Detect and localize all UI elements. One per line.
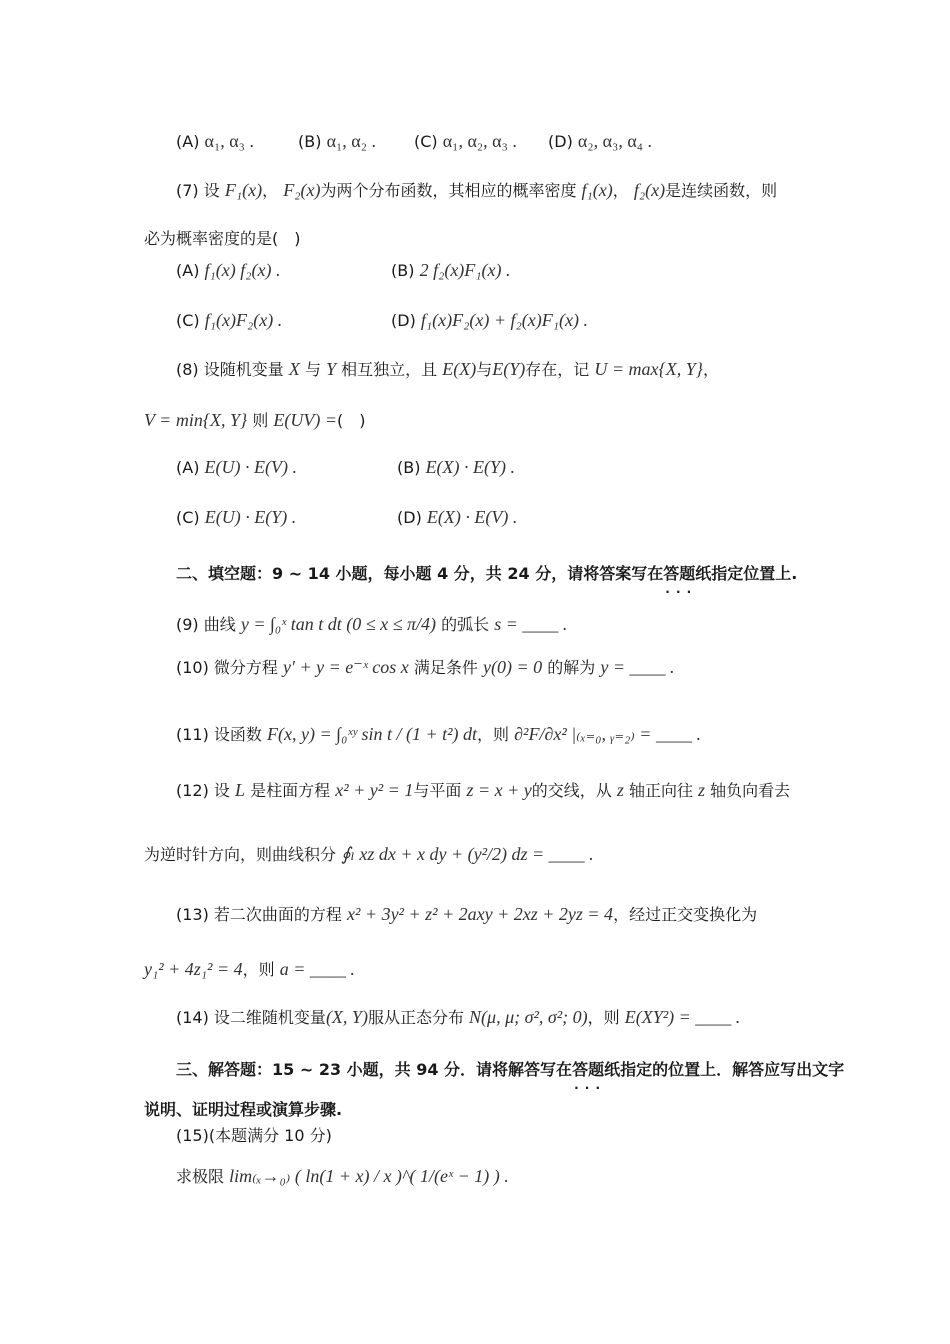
option-label: (D) — [391, 311, 416, 330]
section-3-line2: 说明、证明过程或演算步骤. — [144, 1100, 343, 1119]
q6-option-a — [176, 129, 254, 154]
q7-sep: ， — [262, 181, 279, 200]
q12-mid: 是柱面方程 — [250, 781, 331, 800]
q15-ask: 求极限 — [176, 1167, 225, 1186]
option-label: (C) — [414, 132, 438, 151]
q14-mid: 服从正态分布 — [367, 1008, 464, 1027]
q10-expr: y′ + y = e⁻ˣ cos x — [283, 657, 409, 677]
q8-option-b — [397, 455, 515, 480]
q13-number: (13) 若二次曲面的方程 — [176, 905, 342, 924]
q13-transformed: y₁² + 4z₁² = 4 — [144, 959, 243, 979]
q7-option-a — [176, 258, 281, 283]
option-label: (A) — [176, 261, 200, 280]
option-expr: 2 f₂(x)F₁(x) . — [419, 260, 511, 280]
option-expr: f₁(x) f₂(x) . — [204, 260, 281, 280]
q13-then: ，则 — [242, 960, 275, 979]
q7-tail: 是连续函数，则 — [665, 181, 778, 200]
q8-and: 与 — [304, 360, 321, 379]
section-2-emphasis: 答题纸 · · · — [663, 564, 711, 583]
q7-f1: F₁(x) — [224, 180, 263, 200]
option-label: (C) — [176, 311, 200, 330]
q8-then: 则 — [252, 411, 269, 430]
q8-and2: 与 — [476, 360, 493, 379]
q10-mid2: 的解为 — [547, 658, 596, 677]
option-expr: α₁, α₂ . — [326, 131, 376, 151]
q6-option-b — [298, 129, 376, 154]
q15-limit-expr: lim₍ₓ→₀₎ ( ln(1 + x) / x )^( 1/(eˣ − 1) ) . — [229, 1166, 509, 1186]
q7-option-d — [391, 308, 588, 333]
q7-p2: f₂(x) — [633, 180, 666, 200]
q9 — [176, 612, 567, 637]
q7-number: (7) 设 — [176, 181, 220, 200]
q10-number: (10) 微分方程 — [176, 658, 278, 677]
option-label: (A) — [176, 132, 200, 151]
option-label: (A) — [176, 458, 200, 477]
q8-v: V = min{X, Y} — [144, 410, 248, 430]
section-3-heading — [176, 1058, 844, 1082]
q12-mid4: 轴正向往 — [628, 781, 693, 800]
q13-answer-blank: a = ____ . — [279, 959, 355, 979]
option-label: (C) — [176, 508, 200, 527]
q8-paren: ( ) — [337, 411, 366, 430]
q12-z1: z — [616, 780, 624, 800]
q12-mid3: 的交线，从 — [531, 781, 612, 800]
option-label: (B) — [397, 458, 421, 477]
option-label: (D) — [548, 132, 573, 151]
q8-y: Y — [326, 359, 337, 379]
q8-ex: E(X) — [442, 359, 477, 379]
q10-cond: y(0) = 0 — [483, 657, 543, 677]
q12-mid2: 与平面 — [413, 781, 462, 800]
q7-stem-line2: 必为概率密度的是( ) — [144, 229, 301, 248]
q8-option-d — [397, 505, 517, 530]
option-expr: E(X) · E(V) . — [426, 507, 518, 527]
option-label: (D) — [397, 508, 422, 527]
q15-heading: (15)(本题满分 10 分) — [176, 1126, 332, 1145]
q8-exist: 存在，记 — [525, 360, 590, 379]
q7-mid: 为两个分布函数，其相应的概率密度 — [320, 181, 577, 200]
q14-xy: (X, Y) — [325, 1007, 368, 1027]
q6-option-c — [414, 129, 517, 154]
q12-line2-text: 为逆时针方向，则曲线积分 — [144, 845, 337, 864]
q14 — [176, 1005, 740, 1030]
q12-l: L — [235, 780, 246, 800]
q11 — [176, 722, 701, 747]
section-2-text: 二、填空题：9 ~ 14 小题，每小题 4 分，共 24 分，请将答案写在 — [176, 564, 664, 583]
section-3-tail: 指定的位置上．解答应写出文字 — [620, 1060, 845, 1079]
q9-mid: 的弧长 — [441, 615, 490, 634]
section-2-heading — [176, 562, 797, 586]
q12 — [176, 778, 790, 803]
option-expr: E(X) · E(Y) . — [425, 457, 516, 477]
q7-p1: f₁(x) — [581, 180, 613, 200]
q8-u: U = max{X, Y} — [594, 359, 703, 379]
q8-option-c — [176, 505, 296, 530]
q8-stem-line2 — [144, 408, 366, 433]
q8-x: X — [288, 359, 300, 379]
q11-mid: ，则 — [477, 725, 510, 744]
section-3-text: 三、解答题：15 ~ 23 小题，共 94 分．请将解答写在 — [176, 1060, 573, 1079]
q8-option-a — [176, 455, 297, 480]
q15-stem — [176, 1164, 509, 1189]
q8-comma: ， — [702, 360, 719, 379]
q7-stem — [176, 178, 777, 203]
option-expr: f₁(x)F₂(x) + f₂(x)F₁(x) . — [420, 310, 588, 330]
q12-integral: ∮ₗ xz dx + x dy + (y²/2) dz = ____ . — [341, 844, 594, 864]
q8-euv: E(UV) = — [273, 410, 338, 430]
q14-number: (14) 设二维随机变量 — [176, 1008, 326, 1027]
q10-mid: 满足条件 — [413, 658, 478, 677]
q8-number: (8) 设随机变量 — [176, 360, 284, 379]
q14-then: ，则 — [587, 1008, 620, 1027]
q7-sep: ， — [612, 181, 629, 200]
q9-answer-blank: s = ____ . — [494, 614, 568, 634]
option-expr: E(U) · E(V) . — [204, 457, 297, 477]
q11-expr: F(x, y) = ∫₀ˣʸ sin t / (1 + t²) dt — [267, 724, 478, 744]
q13-tail: ，经过正交变换化为 — [613, 905, 758, 924]
q14-dist: N(μ, μ; σ², σ²; 0) — [469, 1007, 588, 1027]
q8-stem — [176, 357, 719, 382]
q11-number: (11) 设函数 — [176, 725, 262, 744]
q6-option-d — [548, 129, 652, 154]
q12-z2: z — [698, 780, 706, 800]
q8-indep: 相互独立，且 — [341, 360, 438, 379]
section-3-emphasis: 答题纸 · · · — [572, 1060, 620, 1079]
q10-answer-blank: y = ____ . — [600, 657, 675, 677]
q12-cyl: x² + y² = 1 — [335, 780, 414, 800]
q12-line2 — [144, 842, 594, 867]
option-expr: α₁, α₃ . — [204, 131, 254, 151]
q12-number: (12) 设 — [176, 781, 230, 800]
q9-number: (9) 曲线 — [176, 615, 236, 634]
q8-ey: E(Y) — [492, 359, 526, 379]
q7-option-b — [391, 258, 511, 283]
option-label: (B) — [298, 132, 322, 151]
q13-line2 — [144, 957, 355, 982]
q13 — [176, 902, 757, 927]
q7-f2: F₂(x) — [283, 180, 321, 200]
q13-expr: x² + 3y² + z² + 2axy + 2xz + 2yz = 4 — [347, 904, 614, 924]
option-label: (B) — [391, 261, 415, 280]
q14-answer-blank: E(XY²) = ____ . — [624, 1007, 741, 1027]
option-expr: f₁(x)F₂(x) . — [204, 310, 283, 330]
q9-expr: y = ∫₀ˣ tan t dt (0 ≤ x ≤ π/4) — [240, 614, 437, 634]
q11-answer-blank: ∂²F/∂x² |₍ₓ₌₀, ᵧ₌₂₎ = ____ . — [514, 724, 701, 744]
option-expr: α₂, α₃, α₄ . — [577, 131, 653, 151]
q7-option-c — [176, 308, 282, 333]
section-2-tail: 指定位置上. — [711, 564, 798, 583]
q12-tail: 轴负向看去 — [710, 781, 791, 800]
option-expr: E(U) · E(Y) . — [204, 507, 297, 527]
option-expr: α₁, α₂, α₃ . — [442, 131, 517, 151]
q10 — [176, 655, 674, 680]
q12-plane: z = x + y — [466, 780, 532, 800]
